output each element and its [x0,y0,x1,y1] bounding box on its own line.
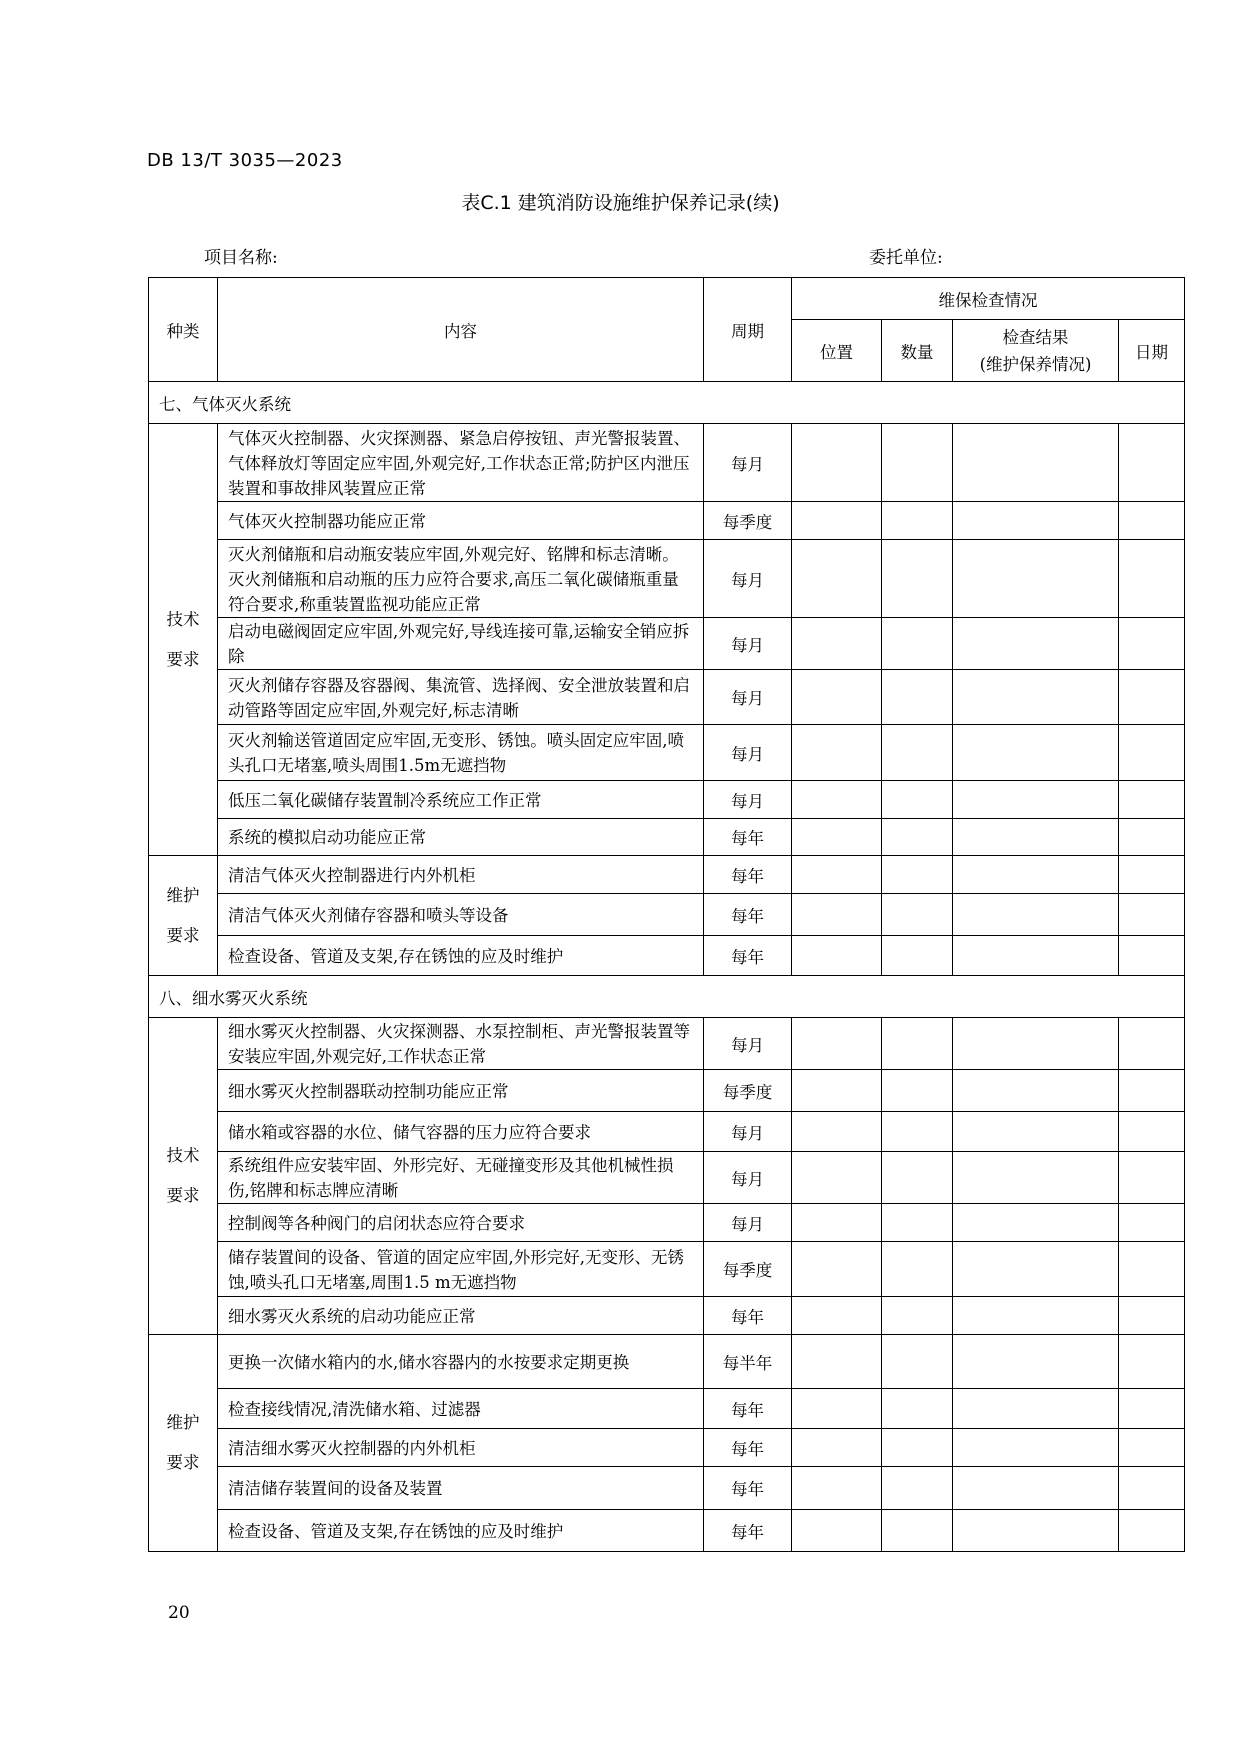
date-cell[interactable] [1119,1335,1185,1389]
content-cell: 系统组件应安装牢固、外形完好、无碰撞变形及其他机械性损伤,铭牌和标志牌应清晰 [218,1152,704,1204]
position-cell[interactable] [792,1429,882,1467]
quantity-cell[interactable] [882,1510,953,1552]
category-line2: 要求 [166,1186,200,1205]
cycle-cell: 每季度 [704,1070,792,1112]
content-cell: 控制阀等各种阀门的启闭状态应符合要求 [218,1204,704,1242]
maintenance-record-table [148,277,1185,1552]
result-cell[interactable] [953,670,1119,725]
quantity-cell[interactable] [882,540,953,618]
date-cell[interactable] [1119,894,1185,936]
result-cell[interactable] [953,1204,1119,1242]
header-category: 种类 [149,278,218,382]
quantity-cell[interactable] [882,1389,953,1429]
result-cell[interactable] [953,1112,1119,1152]
cycle-cell: 每季度 [704,1242,792,1297]
quantity-cell[interactable] [882,670,953,725]
date-cell[interactable] [1119,1389,1185,1429]
content-cell: 系统的模拟启动功能应正常 [218,819,704,856]
table-row [149,1297,1185,1335]
date-cell[interactable] [1119,1467,1185,1510]
category-line2: 要求 [166,925,200,945]
table-row [149,936,1185,976]
result-cell[interactable] [953,781,1119,819]
result-cell[interactable] [953,856,1119,894]
project-name-label: 项目名称: [204,248,278,268]
quantity-cell[interactable] [882,1152,953,1204]
table-title: 表C.1 建筑消防设施维护保养记录(续) [461,192,780,214]
result-cell[interactable] [953,1018,1119,1070]
cycle-cell: 每年 [704,936,792,976]
header-result-line1: 检查结果 [1002,327,1069,347]
standard-code: DB 13/T 3035—2023 [147,150,343,171]
cycle-cell: 每年 [704,1510,792,1552]
client-unit-label: 委托单位: [869,248,943,268]
cycle-cell: 每月 [704,1204,792,1242]
table-row [149,618,1185,670]
quantity-cell[interactable] [882,1297,953,1335]
category-line1: 技术 [166,1146,200,1165]
quantity-cell[interactable] [882,1018,953,1070]
table-row [149,894,1185,936]
cycle-cell: 每季度 [704,502,792,540]
position-cell[interactable] [792,618,882,670]
content-cell: 储水箱或容器的水位、储气容器的压力应符合要求 [218,1112,704,1152]
position-cell[interactable] [792,670,882,725]
table-row [149,540,1185,618]
header-inspection-group: 维保检查情况 [792,278,1185,320]
quantity-cell[interactable] [882,781,953,819]
content-cell: 低压二氧化碳储存装置制冷系统应工作正常 [218,781,704,819]
page-number: 20 [168,1603,190,1623]
content-cell: 检查设备、管道及支架,存在锈蚀的应及时维护 [218,936,704,976]
date-cell[interactable] [1119,1152,1185,1204]
date-cell[interactable] [1119,1070,1185,1112]
position-cell[interactable] [792,540,882,618]
category-cell [149,856,218,976]
quantity-cell[interactable] [882,1335,953,1389]
cycle-cell: 每月 [704,725,792,781]
date-cell[interactable] [1119,1018,1185,1070]
date-cell[interactable] [1119,540,1185,618]
header-content: 内容 [218,278,704,382]
quantity-cell[interactable] [882,502,953,540]
position-cell[interactable] [792,1510,882,1552]
position-cell[interactable] [792,1389,882,1429]
position-cell[interactable] [792,1018,882,1070]
date-cell[interactable] [1119,502,1185,540]
content-cell: 清洁细水雾灭火控制器的内外机柜 [218,1429,704,1467]
date-cell[interactable] [1119,424,1185,502]
date-cell[interactable] [1119,1204,1185,1242]
cycle-cell: 每月 [704,424,792,502]
position-cell[interactable] [792,1467,882,1510]
quantity-cell[interactable] [882,894,953,936]
quantity-cell[interactable] [882,1112,953,1152]
position-cell[interactable] [792,1335,882,1389]
header-quantity: 数量 [882,320,953,382]
quantity-cell[interactable] [882,725,953,781]
date-cell[interactable] [1119,819,1185,856]
date-cell[interactable] [1119,725,1185,781]
position-cell[interactable] [792,936,882,976]
result-cell[interactable] [953,936,1119,976]
table-row [149,819,1185,856]
table-row [149,670,1185,725]
cycle-cell: 每月 [704,1152,792,1204]
result-cell[interactable] [953,502,1119,540]
result-cell[interactable] [953,1389,1119,1429]
quantity-cell[interactable] [882,936,953,976]
result-cell[interactable] [953,424,1119,502]
result-cell[interactable] [953,1510,1119,1552]
date-cell[interactable] [1119,1112,1185,1152]
table-row [149,1070,1185,1112]
content-cell: 气体灭火控制器功能应正常 [218,502,704,540]
date-cell[interactable] [1119,856,1185,894]
cycle-cell: 每年 [704,819,792,856]
content-cell: 细水雾灭火控制器、火灾探测器、水泵控制柜、声光警报装置等安装应牢固,外观完好,工作状态正常 [218,1018,704,1070]
table-row [149,1112,1185,1152]
content-cell: 清洁气体灭火剂储存容器和喷头等设备 [218,894,704,936]
table-row [149,424,1185,502]
result-cell[interactable] [953,1070,1119,1112]
category-cell [149,424,218,856]
result-cell[interactable] [953,1152,1119,1204]
cycle-cell: 每月 [704,618,792,670]
position-cell[interactable] [792,1152,882,1204]
section-title: 七、气体灭火系统 [149,382,1185,424]
content-cell: 灭火剂储存容器及容器阀、集流管、选择阀、安全泄放装置和启动管路等固定应牢固,外观完好,标志清晰 [218,670,704,725]
result-cell[interactable] [953,819,1119,856]
content-cell: 灭火剂输送管道固定应牢固,无变形、锈蚀。喷头固定应牢固,喷头孔口无堵塞,喷头周围1.5m无遮挡物 [218,725,704,781]
category-cell [149,1335,218,1552]
result-cell[interactable] [953,1242,1119,1297]
result-cell[interactable] [953,894,1119,936]
result-cell[interactable] [953,725,1119,781]
table-row [149,1335,1185,1389]
content-cell: 启动电磁阀固定应牢固,外观完好,导线连接可靠,运输安全销应拆除 [218,618,704,670]
cycle-cell: 每年 [704,894,792,936]
table-row [149,1204,1185,1242]
content-cell: 更换一次储水箱内的水,储水容器内的水按要求定期更换 [218,1335,704,1389]
header-cycle: 周期 [704,278,792,382]
category-line1: 维护 [166,885,200,905]
content-cell: 气体灭火控制器、火灾探测器、紧急启停按钮、声光警报装置、气体释放灯等固定应牢固,外观完好,工作状态正常;防护区内泄压装置和事故排风装置应正常 [218,424,704,502]
table-row [149,502,1185,540]
position-cell[interactable] [792,781,882,819]
date-cell[interactable] [1119,1510,1185,1552]
result-cell[interactable] [953,1467,1119,1510]
table-row [149,856,1185,894]
result-cell[interactable] [953,1297,1119,1335]
section-title: 八、细水雾灭火系统 [149,976,1185,1018]
quantity-cell[interactable] [882,1467,953,1510]
date-cell[interactable] [1119,936,1185,976]
cycle-cell: 每月 [704,781,792,819]
position-cell[interactable] [792,1070,882,1112]
cycle-cell: 每月 [704,540,792,618]
cycle-cell: 每年 [704,1389,792,1429]
table-row [149,1389,1185,1429]
position-cell[interactable] [792,894,882,936]
table-row [149,1467,1185,1510]
header-result [953,320,1119,382]
category-cell [149,1018,218,1335]
table-row [149,1510,1185,1552]
date-cell[interactable] [1119,1242,1185,1297]
category-line2: 要求 [166,649,200,669]
header-position: 位置 [792,320,882,382]
table-row [149,725,1185,781]
content-cell: 储存装置间的设备、管道的固定应牢固,外形完好,无变形、无锈蚀,喷头孔口无堵塞,周围1.5 m无遮挡物 [218,1242,704,1297]
position-cell[interactable] [792,1112,882,1152]
date-cell[interactable] [1119,618,1185,670]
cycle-cell: 每年 [704,1297,792,1335]
position-cell[interactable] [792,819,882,856]
content-cell: 灭火剂储瓶和启动瓶安装应牢固,外观完好、铭牌和标志清晰。灭火剂储瓶和启动瓶的压力应符合要求,高压二氧化碳储瓶重量符合要求,称重装置监视功能应正常 [218,540,704,618]
result-cell[interactable] [953,1335,1119,1389]
content-cell: 检查设备、管道及支架,存在锈蚀的应及时维护 [218,1510,704,1552]
quantity-cell[interactable] [882,819,953,856]
header-result-line2: (维护保养情况) [979,354,1092,374]
position-cell[interactable] [792,725,882,781]
position-cell[interactable] [792,1204,882,1242]
result-cell[interactable] [953,618,1119,670]
result-cell[interactable] [953,1429,1119,1467]
category-line2: 要求 [166,1453,200,1472]
result-cell[interactable] [953,540,1119,618]
date-cell[interactable] [1119,1429,1185,1467]
quantity-cell[interactable] [882,1204,953,1242]
cycle-cell: 每年 [704,1467,792,1510]
header-date: 日期 [1119,320,1185,382]
table-row [149,1242,1185,1297]
cycle-cell: 每年 [704,856,792,894]
table-row [149,781,1185,819]
table-row [149,1018,1185,1070]
content-cell: 细水雾灭火系统的启动功能应正常 [218,1297,704,1335]
date-cell[interactable] [1119,1297,1185,1335]
cycle-cell: 每年 [704,1429,792,1467]
position-cell[interactable] [792,856,882,894]
category-line1: 维护 [166,1413,200,1432]
quantity-cell[interactable] [882,1242,953,1297]
position-cell[interactable] [792,424,882,502]
quantity-cell[interactable] [882,1429,953,1467]
table-row [149,1429,1185,1467]
cycle-cell: 每半年 [704,1335,792,1389]
date-cell[interactable] [1119,670,1185,725]
position-cell[interactable] [792,1242,882,1297]
content-cell: 清洁气体灭火控制器进行内外机柜 [218,856,704,894]
quantity-cell[interactable] [882,618,953,670]
quantity-cell[interactable] [882,424,953,502]
cycle-cell: 每月 [704,1112,792,1152]
table-row [149,1152,1185,1204]
content-cell: 细水雾灭火控制器联动控制功能应正常 [218,1070,704,1112]
quantity-cell[interactable] [882,856,953,894]
content-cell: 检查接线情况,清洗储水箱、过滤器 [218,1389,704,1429]
position-cell[interactable] [792,1297,882,1335]
content-cell: 清洁储存装置间的设备及装置 [218,1467,704,1510]
cycle-cell: 每月 [704,670,792,725]
quantity-cell[interactable] [882,1070,953,1112]
position-cell[interactable] [792,502,882,540]
category-line1: 技术 [166,609,200,629]
cycle-cell: 每月 [704,1018,792,1070]
date-cell[interactable] [1119,781,1185,819]
